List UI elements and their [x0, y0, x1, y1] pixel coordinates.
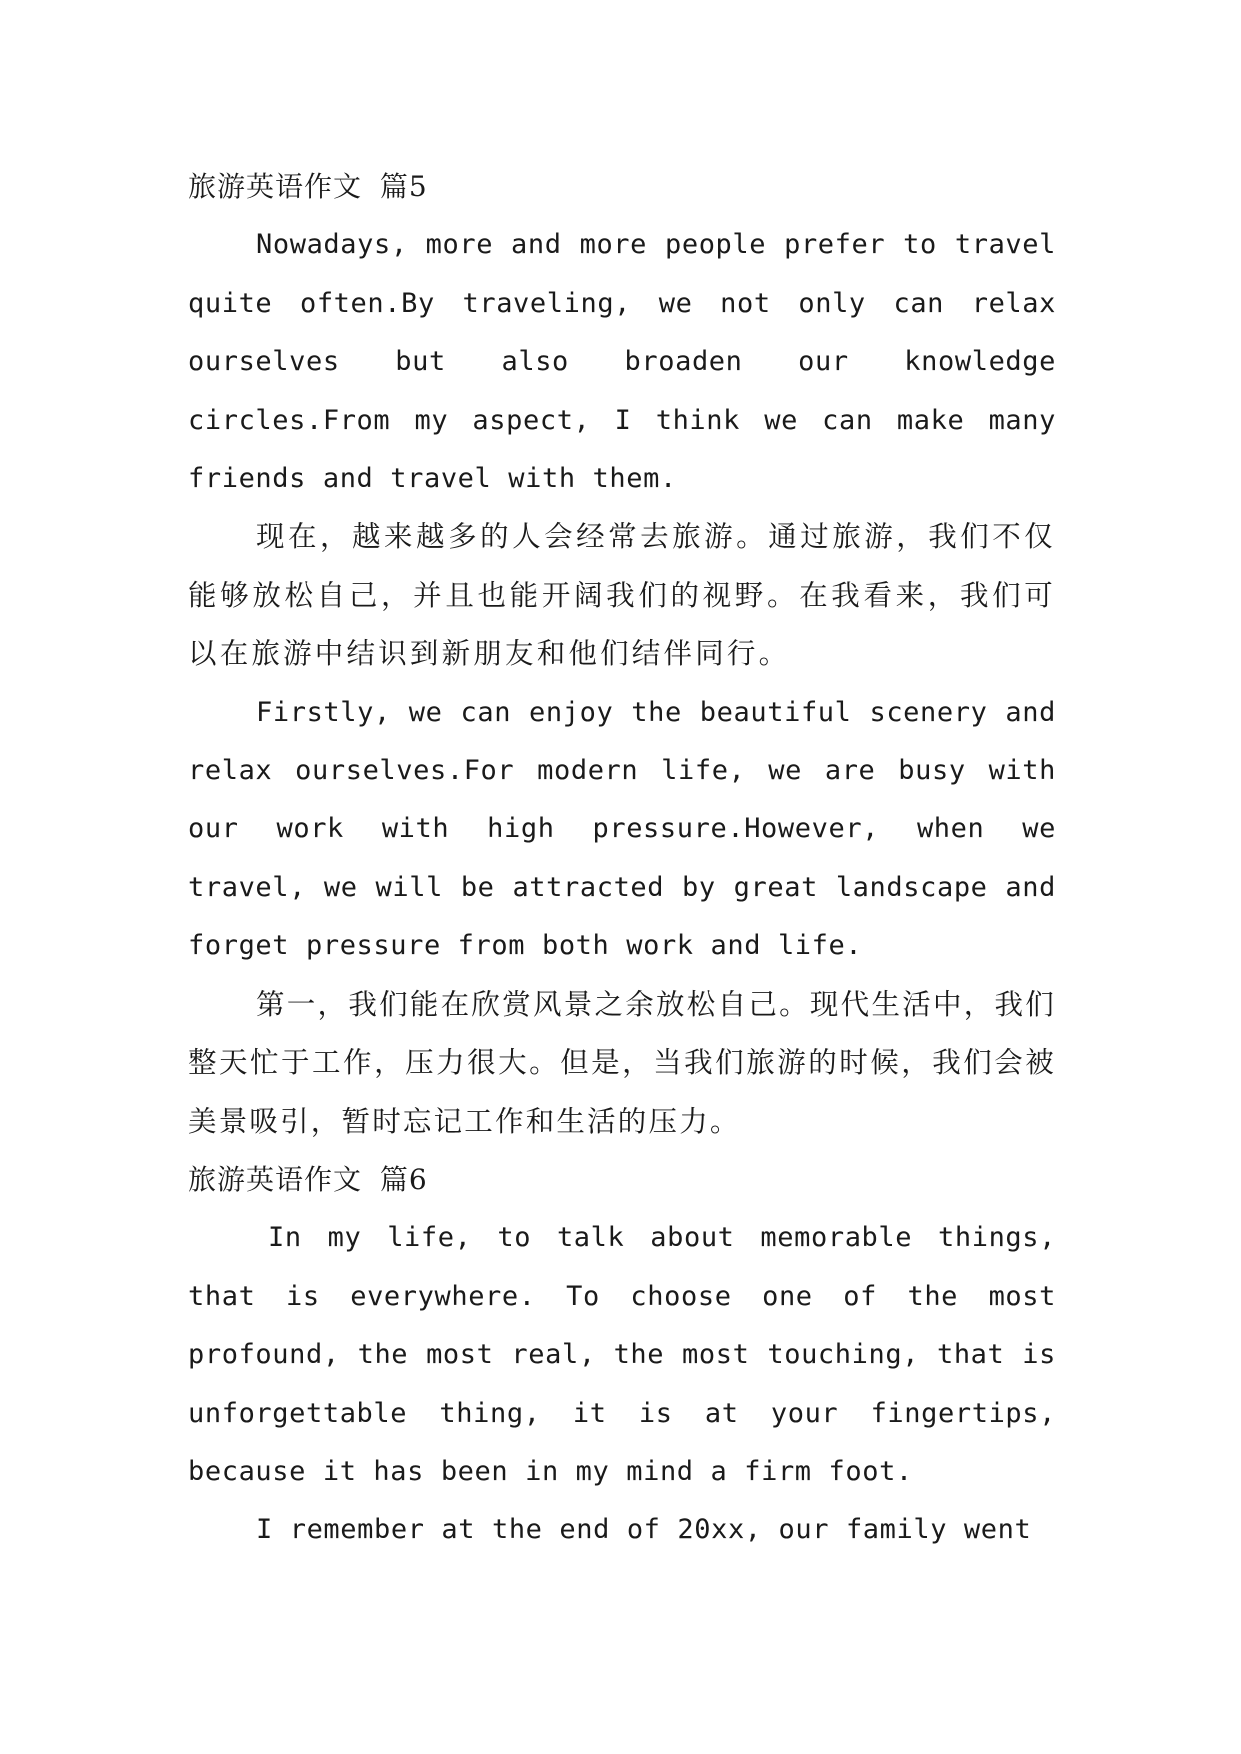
- paragraph-zh-intro: 现在，越来越多的人会经常去旅游。通过旅游，我们不仅能够放松自己，并且也能开阔我们的视野。在我看来，我们可以在旅游中结识到新朋友和他们结伴同行。: [188, 520, 1056, 671]
- section-heading-6: 旅游英语作文 篇6: [188, 1162, 428, 1196]
- paragraph-en-memorable: In my life, to talk about memorable things, that is everywhere. To choose one of the most profound, the most real, the most touching, that is unforgettable thing, it is at your fingertips, because it has been in my mind a firm foot.: [188, 1222, 1056, 1487]
- paragraph-en-intro: Nowadays, more and more people prefer to travel quite often.By traveling, we not only can relax ourselves but also broaden our knowledge circles.From my aspect, I think we can make many friends and travel with them.: [188, 229, 1056, 495]
- paragraph-en-firstly: Firstly, we can enjoy the beautiful scenery and relax ourselves.For modern life, we are busy with our work with high pressure.However, when we travel, we will be attracted by great landscape and forget pressure from both work and life.: [188, 696, 1056, 962]
- paragraph-zh-firstly: 第一，我们能在欣赏风景之余放松自己。现代生活中，我们整天忙于工作，压力很大。但是，当我们旅游的时候，我们会被美景吸引，暂时忘记工作和生活的压力。: [188, 987, 1056, 1138]
- section-heading-5: 旅游英语作文 篇5: [188, 170, 428, 203]
- paragraph-en-remember: I remember at the end of 20xx, our family went: [256, 1514, 1032, 1546]
- document-body: [188, 158, 1056, 1560]
